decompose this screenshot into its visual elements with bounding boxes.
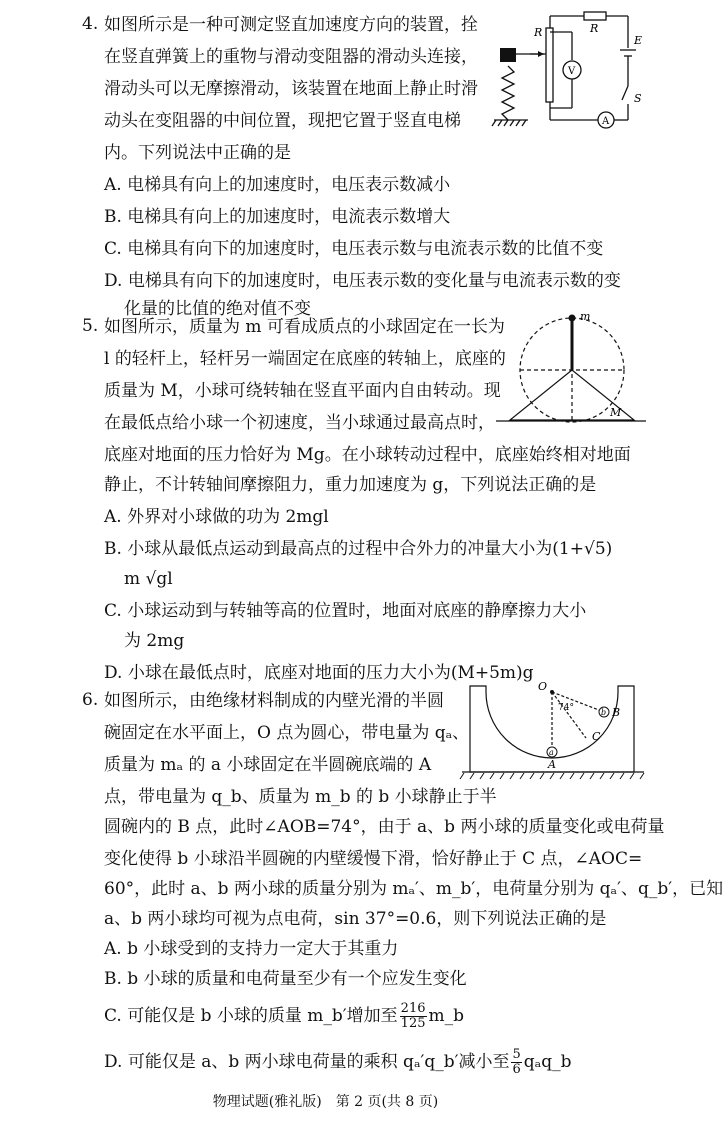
option-c: C. 可能仅是 b 小球的质量 m_b′增加至 $\frac{216}{125}$ m_b — [104, 1001, 465, 1031]
option-c: C. 电梯具有向下的加速度时，电压表示数与电流表示数的比值不变 — [104, 239, 604, 259]
label-B: B — [612, 706, 621, 719]
question-text-line: 如图所示，质量为 m 可看成质点的小球固定在一长为 — [104, 317, 505, 337]
label-angle: 74° — [558, 703, 574, 713]
question-text-line: 碗固定在水平面上，O 点为圆心，带电量为 qₐ、 — [104, 723, 470, 743]
option-a: A. 电梯具有向上的加速度时，电压表示数减小 — [104, 175, 451, 195]
bowl-figure — [458, 678, 646, 786]
question-text-line: l 的轻杆上，轻杆另一端固定在底座的转轴上，底座的 — [104, 349, 506, 369]
page-footer: 物理试题(雅礼版) 第 2 页(共 8 页) — [212, 1094, 439, 1110]
option-d: D. 可能仅是 a、b 两小球电荷量的乘积 qₐ′q_b′减小至 $\frac{5}{6}$ qₐq_b — [104, 1047, 572, 1077]
option-d-continued: 化量的比值的绝对值不变 — [124, 299, 311, 319]
label-M: M — [610, 406, 622, 419]
question-text-line: 内。下列说法中正确的是 — [104, 143, 291, 163]
label-a: a — [549, 748, 554, 757]
label-emf: E — [634, 34, 643, 47]
label-b: b — [601, 708, 607, 717]
question-text-line: 质量为 M，小球可绕转轴在竖直平面内自由转动。现 — [104, 381, 501, 401]
option-a: A. b 小球受到的支持力一定大于其重力 — [104, 939, 399, 959]
fraction: $\frac{216}{125}$ — [400, 1001, 426, 1031]
question-text-line: 如图所示，由绝缘材料制成的内壁光滑的半圆 — [104, 691, 444, 711]
question-text-line: 动头在变阻器的中间位置，现把它置于竖直电梯 — [104, 111, 461, 131]
question-text-line: 底座对地面的压力恰好为 Mg。在小球转动过程中，底座始终相对地面 — [104, 445, 631, 465]
option-c-text: C. 可能仅是 b 小球的质量 m_b′增加至 — [104, 1006, 398, 1026]
option-d-text: D. 可能仅是 a、b 两小球电荷量的乘积 qₐ′q_b′减小至 — [104, 1052, 510, 1072]
ball — [569, 315, 576, 322]
option-c-continued: 为 2mg — [124, 631, 185, 651]
question-text-line: 滑动头可以无摩擦滑动，该装置在地面上静止时滑 — [104, 79, 478, 99]
question-text-line: 圆碗内的 B 点，此时∠AOB=74°，由于 a、b 两小球的质量变化或电荷量 — [104, 817, 665, 837]
question-number: 5. — [82, 316, 99, 336]
question-text-line: 变化使得 b 小球沿半圆碗的内壁缓慢下滑，恰好静止于 C 点，∠AOC= — [104, 849, 643, 869]
option-b: B. 电梯具有向上的加速度时，电流表示数增大 — [104, 207, 451, 227]
label-O: O — [538, 680, 548, 693]
option-c: C. 小球运动到与转轴等高的位置时，地面对底座的静摩擦力大小 — [104, 601, 587, 621]
question-text-line: 点，带电量为 q_b、质量为 m_b 的 b 小球静止于半 — [104, 787, 497, 807]
question-text-line: 静止，不计转轴间摩擦阻力，重力加速度为 g，下列说法正确的是 — [104, 475, 597, 495]
question-text-line: 60°，此时 a、b 两小球的质量分别为 mₐ′、m_b′，电荷量分别为 qₐ′、q_b′，已知 — [104, 879, 723, 899]
label-A: A — [548, 758, 556, 771]
option-d: D. 电梯具有向下的加速度时，电压表示数的变化量与电流表示数的变 — [104, 271, 621, 291]
label-resistor: R — [590, 22, 599, 35]
question-text-line: 如图所示是一种可测定竖直加速度方向的装置，拴 — [104, 15, 478, 35]
question-text-line: 在最低点给小球一个初速度，当小球通过最高点时， — [104, 413, 495, 433]
question-number: 6. — [82, 690, 99, 710]
question-text-line: 质量为 mₐ 的 a 小球固定在半圆碗底端的 A — [104, 755, 432, 775]
fraction: $\frac{5}{6}$ — [512, 1047, 521, 1077]
label-C: C — [592, 730, 601, 743]
ammeter-icon: A — [602, 116, 610, 127]
question-text-line: a、b 两小球均可视为点电荷，sin 37°=0.6，则下列说法正确的是 — [104, 909, 607, 929]
voltmeter-icon: V — [568, 66, 576, 77]
weight-block — [500, 48, 516, 62]
rotating-ball-figure — [484, 308, 648, 426]
option-b-continued: m √gl — [124, 569, 173, 589]
label-m: m — [580, 310, 591, 323]
question-text-line: 在竖直弹簧上的重物与滑动变阻器的滑动头连接， — [104, 47, 478, 67]
label-switch: S — [634, 92, 642, 105]
option-b: B. 小球从最低点运动到最高点的过程中合外力的冲量大小为(1+√5) — [104, 539, 613, 559]
option-b: B. b 小球的质量和电荷量至少有一个应发生变化 — [104, 969, 467, 989]
circuit-figure — [488, 8, 646, 133]
question-number: 4. — [82, 14, 99, 34]
option-d: D. 小球在最低点时，底座对地面的压力大小为(M+5m)g — [104, 663, 534, 683]
label-rheostat: R — [534, 26, 543, 39]
option-a: A. 外界对小球做的功为 2mgl — [104, 507, 329, 527]
